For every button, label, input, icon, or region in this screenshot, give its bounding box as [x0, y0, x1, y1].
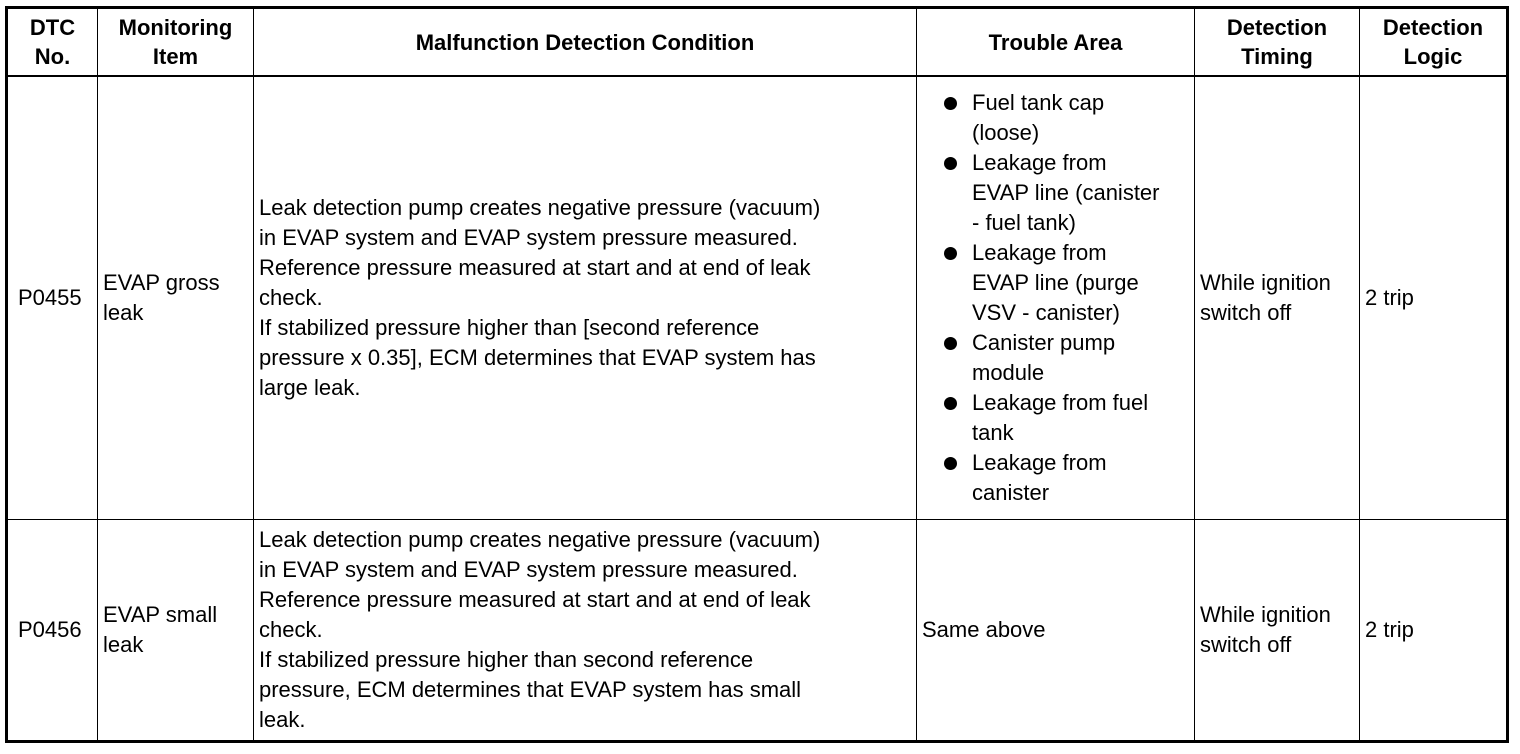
detection-logic: 2 trip [1360, 520, 1508, 742]
monitoring-item: EVAP small leak [98, 520, 254, 742]
trouble-item-text: Leakage from EVAP line (purge VSV - canister) [972, 240, 1139, 325]
trouble-item-text: Leakage from EVAP line (canister - fuel tank) [972, 150, 1160, 235]
list-item [922, 328, 1189, 388]
trouble-area: Same above [917, 520, 1195, 742]
detection-timing: While ignition switch off [1195, 520, 1360, 742]
bullet-icon [944, 337, 957, 350]
header-trouble-area: Trouble Area [917, 8, 1195, 77]
trouble-area-list [922, 88, 1189, 508]
list-item [922, 148, 1189, 238]
trouble-item-text: Leakage from fuel tank [972, 390, 1149, 445]
dtc-code: P0456 [7, 520, 98, 742]
bullet-icon [944, 97, 957, 110]
header-detection-logic: Detection Logic [1360, 8, 1508, 77]
trouble-area [917, 76, 1195, 520]
list-item [922, 388, 1189, 448]
bullet-icon [944, 157, 957, 170]
dtc-table-container [5, 6, 1509, 743]
detection-condition: Leak detection pump creates negative pressure (vacuum) in EVAP system and EVAP system pressure measured. Reference pressure measured at start and at end of leak check. If stabilized pressure higher than second reference pressure, ECM determines that EVAP system has small leak. [254, 520, 917, 742]
detection-timing: While ignition switch off [1195, 76, 1360, 520]
header-monitoring-item: Monitoring Item [98, 8, 254, 77]
list-item [922, 88, 1189, 148]
table-row [7, 76, 1508, 520]
monitoring-item: EVAP gross leak [98, 76, 254, 520]
list-item [922, 238, 1189, 328]
trouble-item-text: Canister pump module [972, 330, 1116, 385]
dtc-code: P0455 [7, 76, 98, 520]
trouble-item-text: Fuel tank cap (loose) [972, 90, 1105, 145]
header-detection-timing: Detection Timing [1195, 8, 1360, 77]
bullet-icon [944, 247, 957, 260]
detection-condition: Leak detection pump creates negative pressure (vacuum) in EVAP system and EVAP system pressure measured. Reference pressure measured at start and at end of leak check. If stabilized pressure higher than [second reference pressure x 0.35], ECM determines that EVAP system has large leak. [254, 76, 917, 520]
bullet-icon [944, 457, 957, 470]
header-malfunction-condition: Malfunction Detection Condition [254, 8, 917, 77]
bullet-icon [944, 397, 957, 410]
table-row [7, 520, 1508, 742]
list-item [922, 448, 1189, 508]
trouble-item-text: Leakage from canister [972, 450, 1107, 505]
header-row [7, 8, 1508, 77]
header-dtc-no: DTC No. [7, 8, 98, 77]
detection-logic: 2 trip [1360, 76, 1508, 520]
dtc-table [5, 6, 1509, 743]
